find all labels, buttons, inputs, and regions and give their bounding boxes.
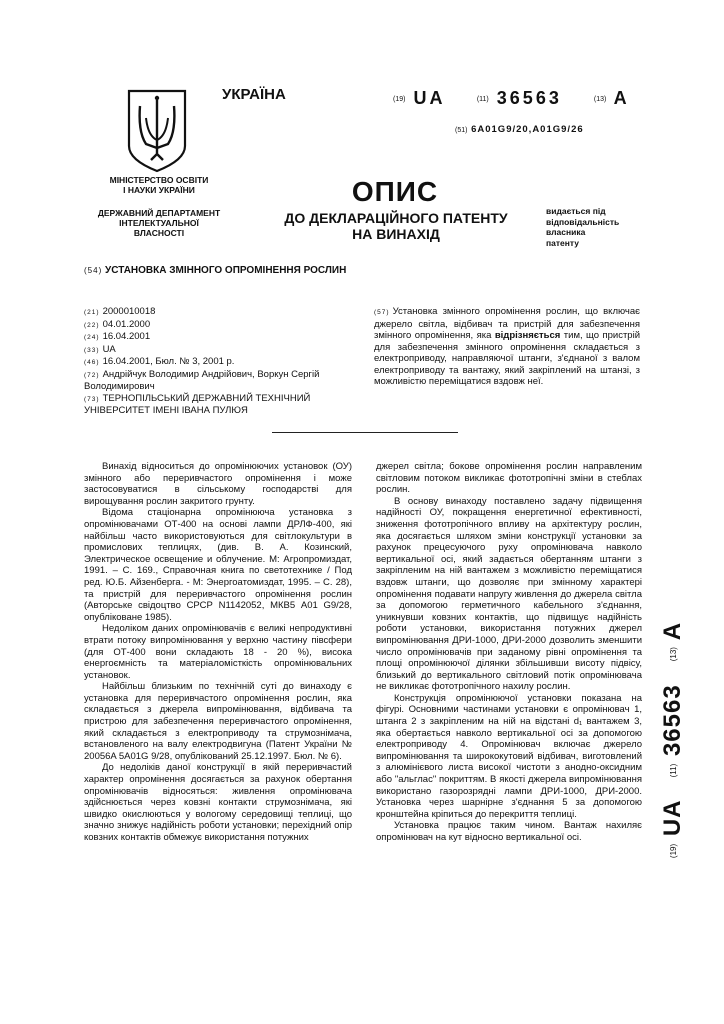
paragraph: В основу винаходу поставлено задачу підвищення надійності ОУ, покращення енергетичної ефективності, зниження фототропічного впливу на архітектуру рослин, яка досягається шляхом зміни конструкції установки за рахунок прецесуючого руху опромінювача навколо вертикальної осі, який задається обертанням штанги з закріпленим на ній вантажем з можливістю переміщатися вздовж штанги, що дозволяє при змінному характері опромінення подавати напругу живлення до джерела світла за допомогою герметичного кабельного з'єднання, уникнувши ковзних контактів, що підвищує надійність роботи установки, використання потужних джерел випромінювання ДРИ-1000, ДРИ-2000 дозволить зменшити число опромінювачів при заданому рівні опромінення та площі опромінюючої ділянки збільшивши висоту підвісу, близький до вертикального світловий потік опромінювача не викликає фототропічного нахилу рослин. bbox=[376, 495, 642, 693]
issued-note-text: видається під відповідальність власника патенту bbox=[546, 206, 620, 248]
paragraph: Недоліком даних опромінювачів є великі непродуктивні втрати потоку випромінювання у верхню частину півсфери (для ОТ-400 вони складають 18 - 20 %), висока енергоємність та матеріаломісткість опромінювальних установок. bbox=[84, 623, 352, 681]
paragraph: Винахід відноситься до опромінюючих установок (ОУ) змінного або переривчастого опромінення і може застосовуватися в сільському господарстві для вирощування рослин закритого грунту. bbox=[84, 461, 352, 507]
biblio-value: ТЕРНОПІЛЬСЬКИЙ ДЕРЖАВНИЙ ТЕХНІЧНИЙ УНІВЕРСИТЕТ ІМЕНІ ІВАНА ПУЛЮЯ bbox=[84, 392, 311, 416]
biblio-row bbox=[84, 319, 354, 332]
inid-label: (21) bbox=[84, 309, 100, 316]
biblio-row bbox=[84, 393, 354, 417]
inid-51-label: (51) bbox=[455, 127, 468, 134]
biblio-value: 16.04.2001 bbox=[102, 331, 151, 342]
section-divider bbox=[272, 432, 458, 433]
publication-code bbox=[393, 88, 630, 109]
country-name: УКРАЇНА bbox=[222, 86, 286, 103]
biblio-value: 16.04.2001, Бюл. № 3, 2001 р. bbox=[102, 356, 235, 367]
side-patent-number-value: 36563 bbox=[659, 684, 686, 757]
paragraph: Установка працює таким чином. Вантаж нахиляє опромінювач на кут відносно вертикальної осі. bbox=[376, 820, 642, 843]
biblio-row bbox=[84, 306, 354, 319]
biblio-row bbox=[84, 331, 354, 344]
bibliographic-data bbox=[84, 306, 354, 417]
ipc-codes: 6A01G9/20,A01G9/26 bbox=[471, 124, 584, 135]
side-patent-number-text bbox=[659, 622, 687, 858]
paragraph: До недоліків даної конструкції в якій переривчастий характер опромінення досягається за рахунок обертання опромінювачів відносяться: живлення опромінювача здійснюється через ковзні контакти струмознімача, які швидко окислюються у вологому середовищі теплиці, що значно знижує надійність роботи установки; перехідний опір ковзних контактів обмежує використання потужних bbox=[84, 762, 352, 843]
biblio-value: 04.01.2000 bbox=[102, 318, 151, 330]
biblio-row bbox=[84, 356, 354, 369]
side-patent-number bbox=[648, 560, 698, 920]
abstract-text-2: тим, що пристрій для забезпечення змінного опромінення складається з електроприводу, направляючої штанги, з'єднаної з валом електроприводу та вантажу, який закріплений на штанзі, з можливістю переміщатися вздовж неї. bbox=[374, 330, 640, 387]
biblio-value: 2000010018 bbox=[102, 306, 156, 317]
inid-label: (72) bbox=[84, 371, 100, 379]
biblio-value: UA bbox=[102, 343, 116, 355]
inid-11-label: (11) bbox=[476, 95, 489, 103]
biblio-value: Андрійчук Володимир Андрійович, Воркун Сергій Володимирович bbox=[84, 368, 320, 392]
document-title: ОПИС bbox=[351, 176, 439, 207]
department-name bbox=[84, 208, 234, 238]
abstract-text-1: Установка змінного опромінення рослин, що включає джерело світла, відбивач та пристрій для забезпечення змінного опромінення, яка bbox=[374, 306, 640, 341]
abstract-emphasis: відрізняється bbox=[494, 330, 561, 341]
abstract bbox=[374, 306, 640, 388]
ministry-text: МІНІСТЕРСТВО ОСВІТИ І НАУКИ УКРАЇНИ bbox=[109, 175, 209, 195]
inid-label: (33) bbox=[84, 346, 100, 354]
paragraph: джерел світла; бокове опромінення рослин направленим світловим потоком викликає фототропічні зміни в стеблах рослин. bbox=[376, 461, 642, 496]
paragraph: Найбільш близьким по технічній суті до винаходу є установка для переривчастого опромінення рослин, яка складається з джерела випромінювання, відбивача та пристрою для забезпечення переривчастого опромінення, який складається з електроприводу та струмознімача, встановленого на валу електродвигуна (Патент України № 20056A 5A01G 9/28, опублікований 25.12.1997. Бюл. № 6). bbox=[84, 681, 352, 762]
trident-coat-of-arms-icon bbox=[126, 88, 188, 174]
document-kind: A bbox=[613, 88, 630, 108]
invention-title-text: УСТАНОВКА ЗМІННОГО ОПРОМІНЕННЯ РОСЛИН bbox=[105, 265, 347, 276]
biblio-row bbox=[84, 369, 354, 393]
department-text: ДЕРЖАВНИЙ ДЕПАРТАМЕНТ ІНТЕЛЕКТУАЛЬНОЇ ВЛАСНОСТІ bbox=[97, 208, 221, 238]
biblio-row bbox=[84, 344, 354, 357]
patent-number: 36563 bbox=[496, 88, 562, 108]
side-inid-11-label: (11) bbox=[669, 763, 679, 778]
inid-label: (73) bbox=[84, 395, 100, 403]
document-subtitle-text: ДО ДЕКЛАРАЦІЙНОГО ПАТЕНТУ НА ВИНАХІД bbox=[284, 210, 508, 242]
document-subtitle bbox=[262, 210, 530, 242]
inid-57-label: (57) bbox=[374, 309, 390, 316]
country-code: UA bbox=[413, 88, 445, 108]
invention-title bbox=[84, 265, 346, 276]
ipc-classification bbox=[455, 124, 584, 135]
inid-19-label: (19) bbox=[393, 95, 406, 103]
inid-13-label: (13) bbox=[593, 95, 607, 103]
inid-label: (46) bbox=[84, 359, 100, 366]
side-inid-19-label: (19) bbox=[669, 843, 679, 859]
side-inid-13-label: (13) bbox=[669, 647, 679, 662]
side-country-code: UA bbox=[659, 800, 686, 837]
paragraph: Відома стаціонарна опромінююча установка з опромінювачами ОТ-400 на основі лампи ДРЛФ-400, які найбільш часто використовуються для світлокультури в промислових теплицях, (див. В. А. Козинский, Электрическое освещение и облучение. М: Агропромиздат, 1991. – С. 169., Справочная книга по светотехнике / Под ред. Ю.Б. Айзенберга. - М: Энергоатомиздат, 1995. – С. 28), та пристрій для переривчастого опромінення рослин (Авторське свідоцтво СРСР N1142052, МКВ5 A01 G9/28, опубліковане 1985). bbox=[84, 507, 352, 623]
inid-54-label: (54) bbox=[84, 266, 103, 275]
paragraph: Конструкція опромінюючої установки показана на фігурі. Основними частинами установки є опромінювач 1, штанга 2 з закріпленим на ній на відстані d₁ вантажем 3, яка обертається навколо вертикальної осі за допомогою електроприводу 4. Опромінювач включає джерело випромінювання та ширококутовий відбивач, виготовлений з алюмінієвого листа високої чистоти з анодно-оксидним або "альглас" покриттям. В якості джерела випромінювання використано газорозрядні лампи ДРИ-1000, ДРИ-2000. Установка через шарнірне з'єднання 5 за допомогою кронштейна кріпиться до перекриття теплиці. bbox=[376, 692, 642, 820]
issued-note bbox=[546, 206, 656, 248]
inid-label: (24) bbox=[84, 334, 100, 341]
side-document-kind: A bbox=[659, 621, 686, 641]
inid-label: (22) bbox=[84, 321, 100, 329]
description-column-left bbox=[84, 461, 352, 844]
description-column-right bbox=[376, 461, 642, 844]
ministry-name bbox=[88, 175, 230, 195]
